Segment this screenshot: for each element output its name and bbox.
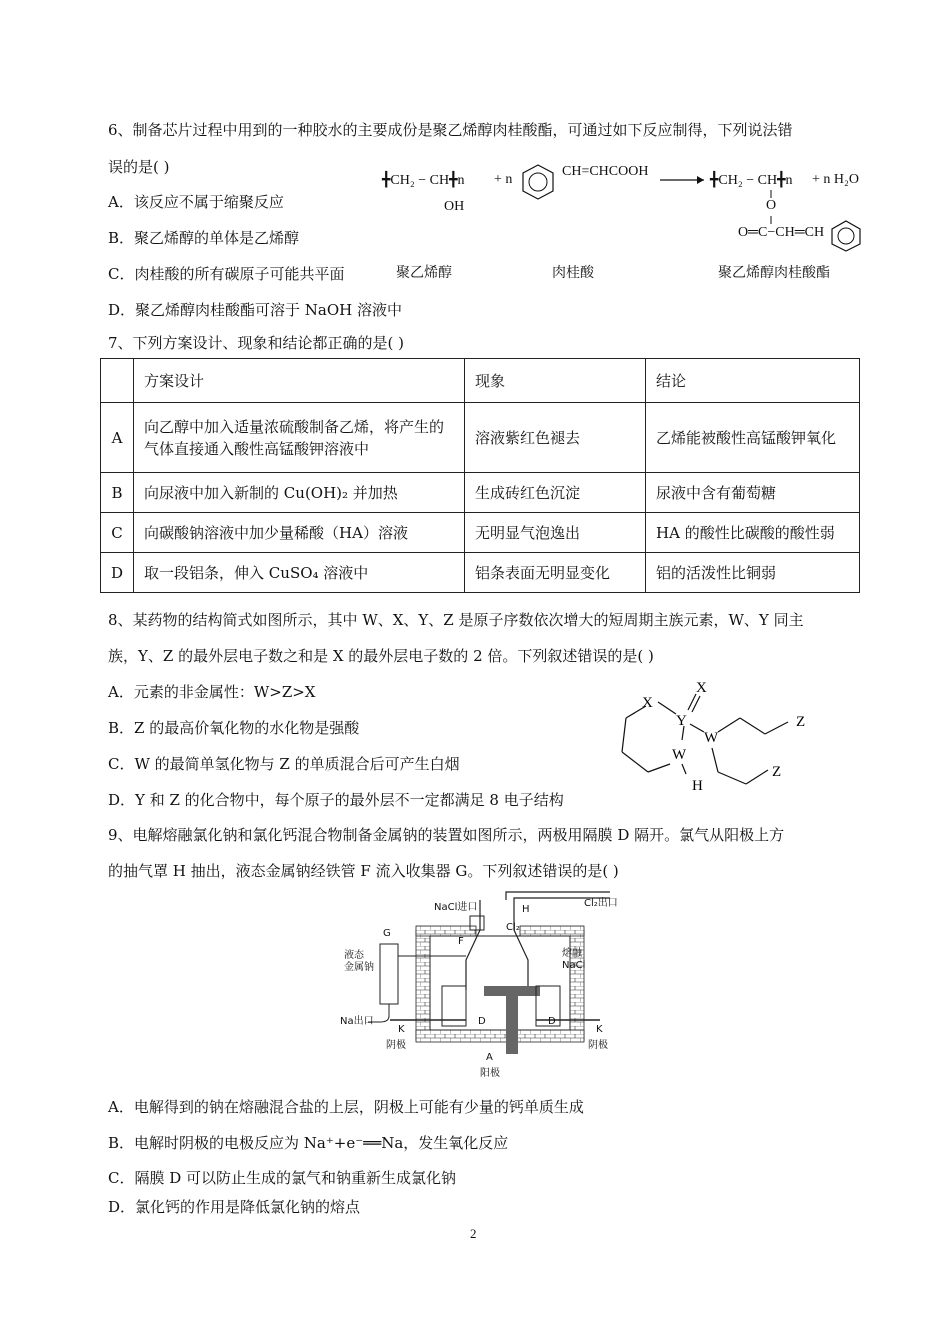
table-row (101, 473, 860, 513)
row-design: 向尿液中加入新制的 Cu(OH)₂ 并加热 (134, 473, 465, 513)
q9-stem-line2: 的抽气罩 H 抽出，液态金属钠经铁管 F 流入收集器 G。下列叙述错误的是( ) (108, 862, 619, 880)
cl2-label: Cl₂ (506, 922, 520, 933)
cathode-label: 阴极 (588, 1040, 608, 1051)
row-conclusion: HA 的酸性比碳酸的酸性弱 (646, 513, 860, 553)
row-label: D (101, 553, 134, 593)
table-header-cell: 结论 (646, 359, 860, 403)
table-row (101, 553, 860, 593)
anode-label: 阳极 (480, 1068, 500, 1079)
cathode-label: 阴极 (386, 1040, 406, 1051)
row-phenomenon: 生成砖红色沉淀 (465, 473, 646, 513)
table-header-cell: 方案设计 (134, 359, 465, 403)
q6-product: ╋CH₂ − CH╋n (710, 173, 793, 188)
q6-product-o: O (766, 198, 777, 213)
q6-label-cinnamic: 肉桂酸 (552, 266, 594, 281)
atom-z: Z (796, 714, 806, 730)
table-row (101, 513, 860, 553)
row-phenomenon: 溶液紫红色褪去 (465, 403, 646, 473)
q6-label-pva: 聚乙烯醇 (396, 266, 452, 281)
q7-table (100, 358, 860, 593)
q6-reactant2: CH=CHCOOH (562, 164, 649, 179)
table-header-cell (101, 359, 134, 403)
q8-structure-diagram (600, 672, 820, 802)
atom-w: W (704, 730, 719, 746)
q8-option-a: A．元素的非金属性：W>Z>X (108, 683, 316, 701)
cathode-k-label: K (596, 1024, 603, 1035)
row-phenomenon: 无明显气泡逸出 (465, 513, 646, 553)
row-label: C (101, 513, 134, 553)
nacl-inlet-label: NaCl进口 (434, 902, 478, 913)
row-conclusion: 铝的活泼性比铜弱 (646, 553, 860, 593)
q9-stem-line1: 9、电解熔融氯化钠和氯化钙混合物制备金属钠的装置如图所示，两极用隔膜 D 隔开。氯气从阳极上方 (108, 826, 785, 844)
q9-option-c: C．隔膜 D 可以防止生成的氯气和钠重新生成氯化钠 (108, 1169, 457, 1187)
liquid-sodium-label: 液态 金属钠 (344, 950, 374, 973)
row-label: A (101, 403, 134, 473)
q6-plus-n: + n (494, 172, 513, 187)
table-header-cell: 现象 (465, 359, 646, 403)
benzene-ring-icon (828, 219, 864, 253)
row-conclusion: 乙烯能被酸性高锰酸钾氧化 (646, 403, 860, 473)
q6-label-ester: 聚乙烯醇肉桂酸酯 (718, 266, 830, 281)
sodium-outlet-label: Na出口 (340, 1016, 374, 1027)
q6-option-d: D．聚乙烯醇肉桂酸酯可溶于 NaOH 溶液中 (108, 301, 403, 319)
q8-option-c: C．W 的最简单氢化物与 Z 的单质混合后可产生白烟 (108, 755, 460, 773)
hood-h-label: H (522, 904, 530, 915)
q6-product-bonds (765, 190, 777, 230)
q9-option-d: D．氯化钙的作用是降低氯化钠的熔点 (108, 1198, 361, 1216)
q8-stem-line2: 族，Y、Z 的最外层电子数之和是 X 的最外层电子数的 2 倍。下列叙述错误的是( ) (108, 647, 654, 665)
table-row (101, 403, 860, 473)
collector-g-label: G (383, 928, 391, 939)
atom-w: W (672, 747, 687, 763)
q6-reactant1: ╋CH₂ − CH╋n (382, 173, 465, 188)
molten-nacl-label: 熔融 NaCl (562, 948, 586, 971)
q6-stem-line1: 6、制备芯片过程中用到的一种胶水的主要成份是聚乙烯醇肉桂酸酯，可通过如下反应制得，下列说法错 (108, 121, 793, 139)
q6-product-ester: O═C−CH═CH (738, 225, 825, 240)
page-number: 2 (470, 1226, 477, 1241)
row-label: B (101, 473, 134, 513)
atom-x: X (696, 680, 707, 696)
q6-product-tail: + n H₂O (812, 172, 859, 187)
q6-option-a: A．该反应不属于缩聚反应 (108, 193, 284, 211)
atom-h: H (692, 778, 703, 794)
table-header-row (101, 359, 860, 403)
q8-stem-line1: 8、某药物的结构简式如图所示，其中 W、X、Y、Z 是原子序数依次增大的短周期主族元素，W、Y 同主 (108, 611, 804, 629)
q6-stem-line2: 误的是( ) (108, 158, 170, 176)
atom-y: Y (676, 713, 687, 729)
reaction-arrow-icon (660, 174, 708, 186)
atom-z: Z (772, 764, 782, 780)
q6-option-b: B．聚乙烯醇的单体是乙烯醇 (108, 229, 300, 247)
q8-option-d: D．Y 和 Z 的化合物中，每个原子的最外层不一定都满足 8 电子结构 (108, 791, 564, 809)
benzene-ring-icon (518, 162, 558, 202)
pipe-f-label: F (458, 936, 464, 947)
diaphragm-d-label: D (548, 1016, 556, 1027)
row-design: 向碳酸钠溶液中加少量稀酸（HA）溶液 (134, 513, 465, 553)
row-conclusion: 尿液中含有葡萄糖 (646, 473, 860, 513)
cathode-k-label: K (398, 1024, 405, 1035)
q7-stem: 7、下列方案设计、现象和结论都正确的是( ) (108, 334, 405, 352)
row-design: 向乙醇中加入适量浓硫酸制备乙烯，将产生的气体直接通入酸性高锰酸钾溶液中 (134, 403, 465, 473)
q6-reactant1-sub: OH (444, 199, 465, 214)
anode-a-label: A (486, 1052, 493, 1063)
q9-option-b: B．电解时阴极的电极反应为 Na⁺+e⁻══Na，发生氧化反应 (108, 1134, 509, 1152)
row-phenomenon: 铝条表面无明显变化 (465, 553, 646, 593)
row-design: 取一段铝条，伸入 CuSO₄ 溶液中 (134, 553, 465, 593)
diaphragm-d-label: D (478, 1016, 486, 1027)
atom-x: X (642, 695, 653, 711)
q9-option-a: A．电解得到的钠在熔融混合盐的上层，阴极上可能有少量的钙单质生成 (108, 1098, 584, 1116)
q8-option-b: B．Z 的最高价氧化物的水化物是强酸 (108, 719, 360, 737)
cl2-outlet-label: Cl₂出口 (584, 898, 618, 909)
q6-option-c: C．肉桂酸的所有碳原子可能共平面 (108, 265, 345, 283)
